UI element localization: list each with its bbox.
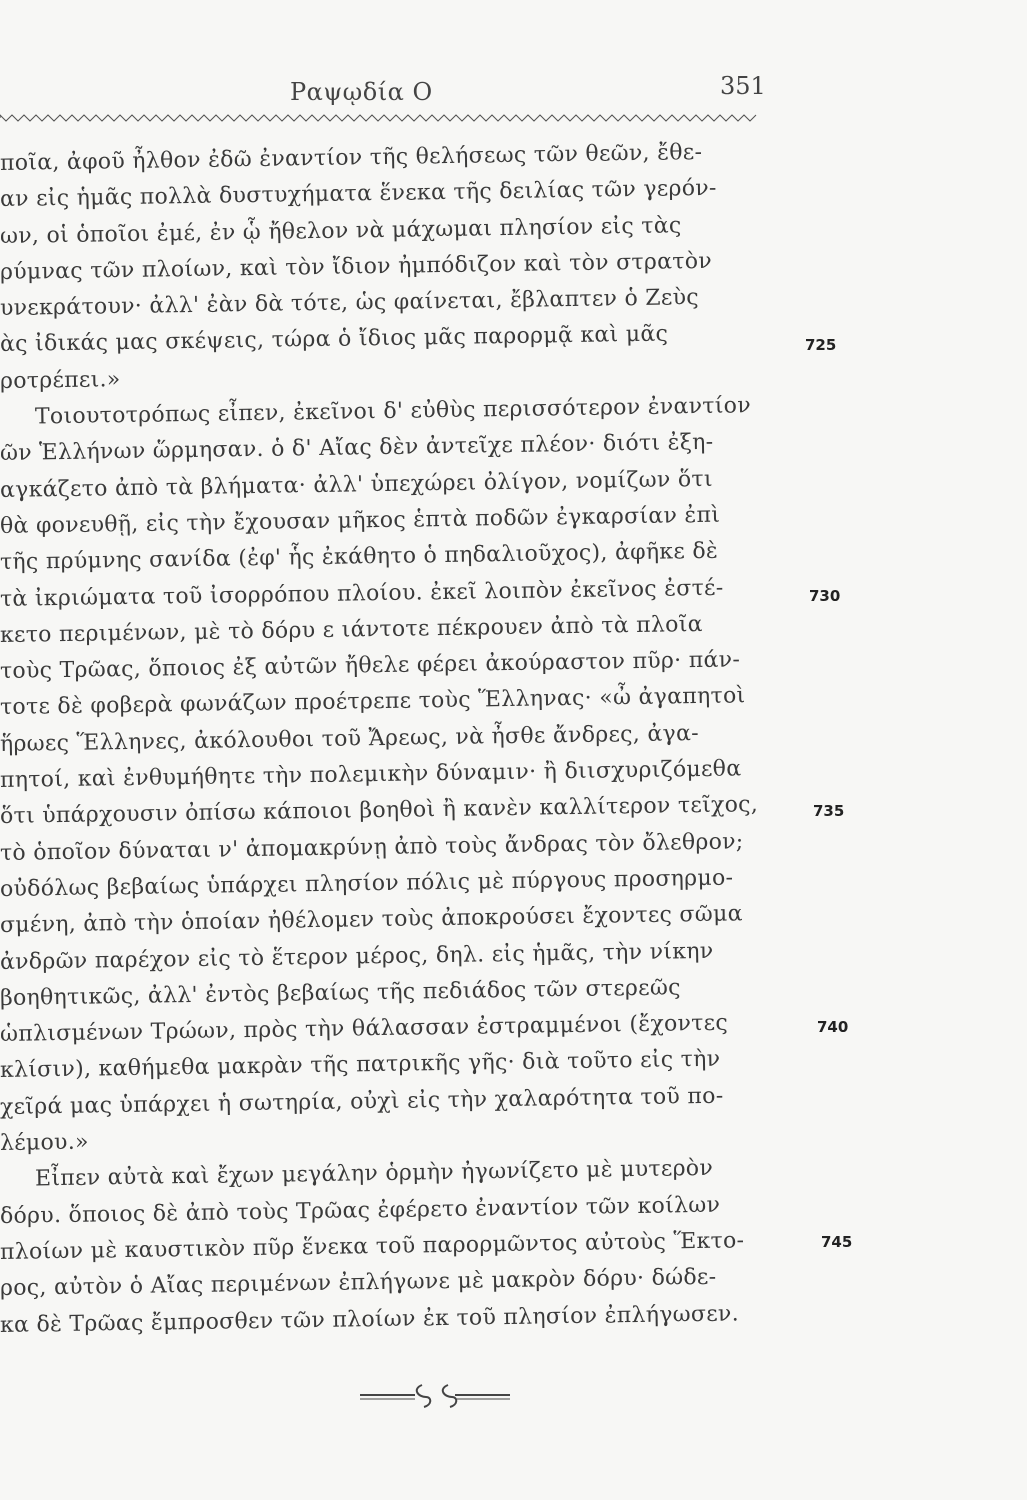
text-line: χεῖρά μας ὑπάρχει ἡ σωτηρία, οὐχὶ εἰς τὴν χαλαρότητα τοῦ πο- <box>0 1083 724 1120</box>
text-line: ρος, αὐτὸν ὁ Αἴας περιμένων ἐπλήγωνε μὲ μακρὸν δόρυ· δώδε- <box>0 1264 717 1302</box>
text-line: τῆς πρύμνης σανίδα (ἐφ' ἧς ἐκάθητο ὁ πηδαλιοῦχος), ἀφῆκε δὲ <box>0 538 719 576</box>
verse-line-number: 735 <box>813 802 845 821</box>
text-line: πλοίων μὲ καυστικὸν πῦρ ἕνεκα τοῦ παρορμῶντος αὐτοὺς Ἕκτο- <box>0 1228 745 1265</box>
text-line: οὐδόλως βεβαίως ὑπάρχει πλησίον πόλις μὲ πύργους προσηρμο- <box>0 865 734 902</box>
text-line: ἀνδρῶν παρέχον εἰς τὸ ἕτερον μέρος, δηλ. εἰς ἡμᾶς, τὴν νίκην <box>0 938 714 975</box>
verse-line-number: 730 <box>809 586 841 605</box>
text-line: τὰ ἰκριώματα τοῦ ἰσορρόπου πλοίου. ἐκεῖ λοιπὸν ἐκεῖνος ἐστέ- <box>0 575 724 612</box>
header-wavy-rule <box>0 108 760 128</box>
text-line: ὡπλισμένων Τρώων, πρὸς τὴν θάλασσαν ἐστραμμένοι (ἔχοντες <box>0 1010 729 1048</box>
text-line: αγκάζετο ἀπὸ τὰ βλήματα· ἀλλ' ὑπεχώρει ὀλίγον, νομίζων ὅτι <box>0 466 714 503</box>
text-line: αν εἰς ἡμᾶς πολλὰ δυστυχήματα ἕνεκα τῆς δειλίας τῶν γερόν- <box>0 176 717 213</box>
text-line: πητοί, καὶ ἐνθυμήθητε τὴν πολεμικὴν δύναμιν· ἢ διισχυριζόμεθα <box>0 756 742 794</box>
text-line: κλίσιν), καθήμεθα μακρὰν τῆς πατρικῆς γῆς· διὰ τοῦτο εἰς τὴν <box>0 1047 721 1084</box>
text-line: θὰ φονευθῇ, εἰς τὴν ἔχουσαν μῆκος ἑπτὰ ποδῶν ἐγκαρσίαν ἐπὶ <box>0 502 721 539</box>
text-line: κετο περιμένων, μὲ τὸ δόρυ ε ιάντοτε πέκρουεν ἀπὸ τὰ πλοῖα <box>0 611 703 648</box>
text-line: Τοιουτοτρόπως εἶπεν, ἐκεῖνοι δ' εὐθὺς περισσότερον ἐναντίον <box>34 393 752 430</box>
text-line: τὸ ὁποῖον δύναται ν' ἀπομακρύνῃ ἀπὸ τοὺς ἄνδρας τὸν ὄλεθρον; <box>0 828 744 866</box>
text-line: κα δὲ Τρῶας ἔμπροσθεν τῶν πλοίων ἐκ τοῦ πλησίον ἐπλήγωσεν. <box>0 1300 740 1338</box>
text-line: υνεκράτουν· ἀλλ' ἐὰν δὰ τότε, ὡς φαίνεται, ἔβλαπτεν ὁ Ζεὺς <box>0 285 700 322</box>
verse-line-number: 740 <box>817 1017 849 1036</box>
text-line: ποῖα, ἀφοῦ ἦλθον ἐδῶ ἐναντίον τῆς θελήσεως τῶν θεῶν, ἔθε- <box>0 139 703 176</box>
body-text <box>0 139 800 1344</box>
text-line: ἥρωες Ἕλληνες, ἀκόλουθοι τοῦ Ἄρεως, νὰ ἦσθε ἄνδρες, ἀγα- <box>0 720 700 757</box>
text-line: βοηθητικῶς, ἀλλ' ἐντὸς βεβαίως τῆς πεδιάδος τῶν στερεῶς <box>0 975 681 1011</box>
text-line: ρύμνας τῶν πλοίων, καὶ τὸν ἴδιον ἠμπόδιζον καὶ τὸν στρατὸν <box>0 248 713 285</box>
text-line: Εἶπεν αὐτὰ καὶ ἔχων μεγάλην ὁρμὴν ἠγωνίζετο μὲ μυτερὸν <box>34 1156 714 1192</box>
running-title: Ραψῳδία Ο <box>290 78 433 106</box>
page-number: 351 <box>720 72 766 100</box>
text-line: σμένη, ἀπὸ τὴν ὁποίαν ἠθέλομεν τοὺς ἀποκρούσει ἔχοντες σῶμα <box>0 901 743 939</box>
text-line: ὰς ἰδικάς μας σκέψεις, τώρα ὁ ἴδιος μᾶς παρορμᾷ καὶ μᾶς <box>0 321 669 358</box>
text-line: τοτε δὲ φοβερὰ φωνάζων προέτρεπε τοὺς Ἕλληνας· «ὦ ἀγαπητοὶ <box>0 683 746 721</box>
verse-line-number: 745 <box>821 1233 853 1251</box>
text-line: ων, οἱ ὁποῖοι ἐμέ, ἐν ᾧ ἤθελον νὰ μάχωμαι πλησίον εἰς τὰς <box>0 212 682 249</box>
text-line: τοὺς Τρῶας, ὅποιος ἐξ αὐτῶν ἤθελε φέρει ἀκούραστον πῦρ· πάν- <box>0 647 741 685</box>
text-line: λέμου.» <box>0 1129 89 1157</box>
text-line: ῶν Ἑλλήνων ὥρμησαν. ὁ δ' Αἴας δὲν ἀντεῖχε πλέον· διότι ἐξη- <box>0 430 714 467</box>
verse-line-number: 725 <box>805 335 837 354</box>
end-ornament-icon <box>360 1375 510 1415</box>
text-line: ροτρέπει.» <box>0 366 121 394</box>
text-line: ὅτι ὑπάρχουσιν ὀπίσω κάποιοι βοηθοὶ ἢ κανὲν καλλίτερον τεῖχος, <box>0 792 759 830</box>
text-line: δόρυ. ὅποιος δὲ ἀπὸ τοὺς Τρῶας ἐφέρετο ἐναντίον τῶν κοίλων <box>0 1192 721 1229</box>
